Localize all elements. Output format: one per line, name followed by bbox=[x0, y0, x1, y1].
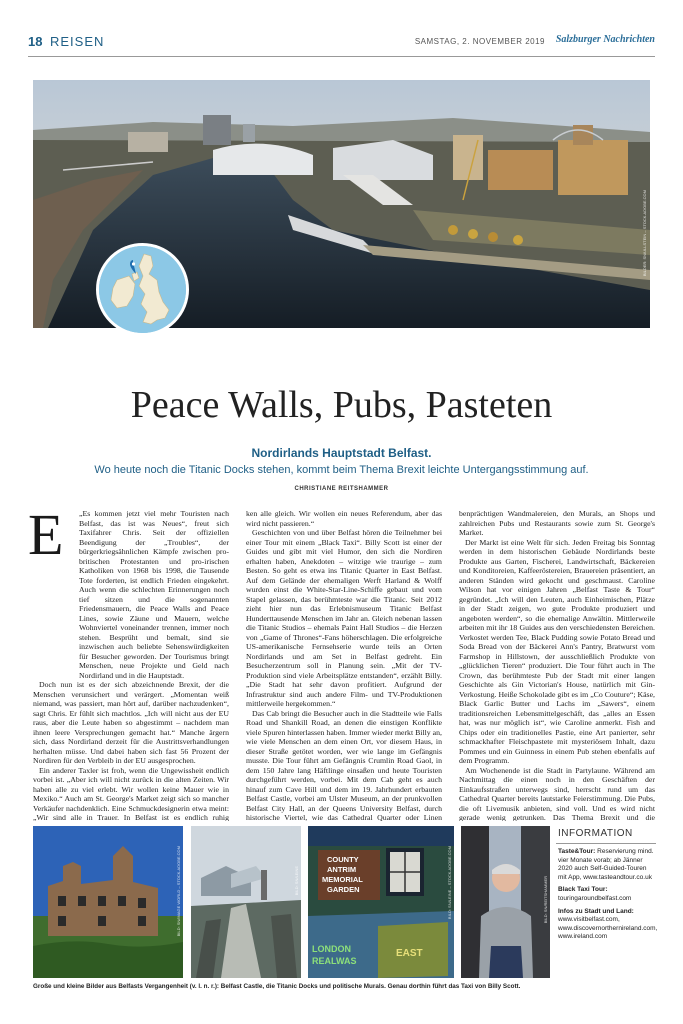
photo-credit: BILD: SN/LEINE – STOCK.ADOBE.COM bbox=[447, 846, 452, 920]
article-column-1 bbox=[33, 509, 229, 821]
mural-text: EAST bbox=[396, 948, 423, 959]
info-heading: Taste&Tour: bbox=[558, 848, 596, 855]
info-block-taste-tour bbox=[556, 844, 656, 882]
paragraph: Doch nun ist es der sich abzeichnende Brexit, der die Menschen verunsichert und verärgert. „Momentan weiß niemand, was passiert, man hört auf, darüber nachzudenken“, sagt Chris. Er fühlt sich machtlos. „Ich will nicht aus der EU raus, aber die Leute haben so abgestimmt – nachdem man ihnen leere Versprechungen gemacht hat.“ Manche ärgern sich, dass Nordirland derzeit für die Austrittsverhandlungen herhalten müsse. Und dabei haben sich fast 56 Prozent der Nordiren für den Verbleib in der EU ausgesprochen. bbox=[33, 680, 229, 765]
paragraph: Der Markt ist eine Welt für sich. Jeden Freitag bis Sonntag werden in dem historischen Gebäude Nordirlands beste Produkte aus Garten, Fischerei, Landwirtschaft, Bäckereien und Konditoreien, Kaffeeröstereien, Brauereien präsentiert, an anderen Ständen wird gekocht und geschmaust. Caroline Wilson hat vor einigen Jahren „Belfast Taste & Tour“ gegründet. „Ich will den Leuten, auch Einheimischen, Plätze in der Stadt zeigen, wo gute Produkte produziert und angeboten werden“, so die ehemalige Anwältin. Mittlerweile arbeiten mit ihr 18 Guides aus den verschiedensten Bereichen. Verkostet werden Tee, Black Pudding sowie Potato Bread und Soda Bread von der Bäckerei Ann's Pantry, Bratwurst vom Farmshop in Hillstown, der ausschließlich Produkte von „glücklichen Tieren“ produziert. Die Tour führt auch in The Crown, das berühmteste Pub der Stadt mit einer langen Geschichte als Gin Victorian's House, natürlich mit Gin-Verkostung. Heiße Schokolade gibt es im „Co Couture“; Käse, Black Garlic Butter und Lachs im „Sawers“, einem traditionsreichen Lebensmittelgeschäft, das „alles an Essen hat, was nur möglich ist“, wie Caroline anmerkt. Fish and Chips oder ein traditionelles Pastie, eine Art panierter, sehr schmackhafter Fleischpastete mit mysteriösem Inhalt, dazu Pommes und ein Guinness in einem Pub stehen ebenfalls auf dem Programm. bbox=[459, 537, 655, 765]
map-inset-british-isles bbox=[96, 243, 189, 336]
info-block-city-info bbox=[556, 904, 656, 942]
article-column-3 bbox=[459, 509, 655, 821]
info-text: Reservierung mind. vier Monate vorab; ab Jänner 2020 auch Self-Guided-Touren mit App, www.tasteandtour.co.uk bbox=[558, 848, 654, 881]
article-column-2 bbox=[246, 509, 442, 821]
info-block-black-taxi bbox=[556, 882, 656, 903]
mural-text: COUNTY bbox=[327, 855, 359, 864]
info-text: touringaroundbelfast.com bbox=[558, 894, 632, 902]
article-deck: Wo heute noch die Titanic Docks stehen, kommt beim Thema Brexit leichte Untergangsstimmung auf. bbox=[94, 464, 589, 476]
page-header bbox=[28, 34, 655, 54]
article-subtitle: Nordirlands Hauptstadt Belfast. bbox=[251, 446, 432, 460]
photo-political-mural bbox=[308, 826, 454, 978]
photo-caption: Große und kleine Bilder aus Belfasts Vergangenheit (v. l. n. r.): Belfast Castle, die Titanic Docks und politische Murals. Genau dorthin führt das Taxi von Billy Scott. bbox=[33, 983, 521, 990]
photo-titanic-docks bbox=[191, 826, 301, 978]
photo-credit: BILD: SN/IMAGE WORLD – STOCK.ADOBE.COM bbox=[176, 846, 181, 937]
info-box bbox=[556, 826, 656, 942]
info-title: INFORMATION bbox=[556, 826, 656, 844]
page-number: 18 bbox=[28, 34, 43, 49]
mural-text: LONDON bbox=[312, 944, 351, 954]
photo-billy-scott bbox=[461, 826, 550, 978]
mural-text: REALWAS bbox=[312, 956, 357, 966]
newspaper-logo: Salzburger Nachrichten bbox=[555, 34, 655, 45]
paragraph: Geschichten von und über Belfast hören die Teilnehmer bei einer Tour mit einem „Black Taxi“. Billy Scott ist einer der Guides und gibt mit viel Humor, den sich die Nordiren erhalten haben, Anekdoten – witzige wie traurige – zum Besten. So geht es etwa ins Titanic Quarter in East Belfast. Auf dem Gelände der ehemaligen Werft Harland & Wolff wurden einst die White-Star-Line-Schiffe gebaut und vom Stapel gelassen, das berühmteste war die Titanic. Seit 2012 zieht hier nun das Erlebnismuseum Titanic Belfast Hunderttausende Menschen im Jahr an. Gleich nebenan lassen die Titanic Studios – ehemals Paint Hall Studios – die Herzen von „Game of Thrones“-Fans höherschlagen. Die erfolgreiche US-amerikanische Fernsehserie wurde teils an Orten Nordirlands und am Set in Belfast gedreht. Ein Besucherzentrum soll in Planung sein. „Mit der TV-Produktion sind viele Arbeitsplätze entstanden“, erzählt Billy. „Die Stadt hat sehr davon profitiert. Aufgrund der Infrastruktur sind auch andere Film- und TV-Produktionen mittlerweile hergekommen.“ bbox=[246, 528, 442, 708]
mural-text: MEMORIAL bbox=[322, 875, 363, 884]
section-label: REISEN bbox=[50, 34, 105, 49]
issue-date: SAMSTAG, 2. NOVEMBER 2019 bbox=[414, 37, 545, 46]
info-heading: Black Taxi Tour: bbox=[558, 886, 608, 894]
mural-text: ANTRIM bbox=[327, 865, 357, 874]
article-author: CHRISTIANE REITSHAMMER bbox=[294, 486, 389, 492]
photo-credit: BILD: SN/LEINE bbox=[294, 866, 299, 896]
header-rule bbox=[28, 56, 655, 57]
paragraph: „Es kommen jetzt viel mehr Touristen nach Belfast, das ist was Neues“, freut sich Taxifahrer Chris. Seit der offiziellen Beendigung der „Troubles“, der bürgerkriegsähnlichen Kämpfe zwischen pro-britischen Protestanten und pro-irischen Katholiken von 1968 bis 1998, die Tausende Tote forderten, ist endlich Frieden eingekehrt. Auch wenn die schlechten Erinnerungen noch tief sitzen und die sogenannten Friedensmauern, die Peace Walls and Peace Lines, sowie Zäune und Mauern, welche Wohnviertel voneinander trennen, immer noch stehen. Besprüht und bemalt, sind sie inzwischen auch beliebte Sehenswürdigkeiten für Besucher geworden. Der Tourismus bringt Menschen, neue Projekte und Geld nach Nordirland und in die Hauptstadt. bbox=[79, 509, 229, 680]
info-heading: Infos zu Stadt und Land: bbox=[558, 907, 634, 915]
photo-belfast-castle bbox=[33, 826, 183, 978]
mural-text: GARDEN bbox=[327, 885, 360, 894]
paragraph: Ein anderer Taxler ist froh, wenn die Ungewissheit endlich vorbei ist. „Aber ich will nicht zurück in die alten Zeiten. Wir haben alle zu viel erlebt. Wir wollen keine Mauer wie in Mexiko.“ Auch am St. George's Market zeigt sich so mancher Verkäufer nachdenklich. Eine Schmuckdesignerin etwa meint: „Wir sind alle in Trauer. In Belfast ist es endlich ruhig bbox=[33, 765, 229, 821]
info-text: www.visitbelfast.com, www.discovernorthernireland.com, www.ireland.com bbox=[558, 916, 658, 941]
hero-photo-credit: BILDER: SN/ULLSTEIN – STOCK.ADOBE.COM bbox=[642, 190, 647, 277]
paragraph: Das Cab bringt die Besucher auch in die Stadtteile wie Falls Road und Shankill Road, an denen die einstigen Konflikte viele Spuren hinterlassen haben. Immer wieder merkt Billy an, wie viele Menschen an dem einen Ort, vor diesem Haus, in dieser Straße getötet worden, wer wie lange im Gefängnis musste. Die Tour führt am Gefängnis Crumlin Road Gaol, in dem 150 Jahre lang Häftlinge einsaßen und heute Touristen durchgeführt werden, vorbei. Mit dem Cab geht es auch hinauf zum Cave Hill und dem im 19. Jahrhundert erbauten Belfast Castle, vorbei am Ulster Museum, an der prunkvollen Belfast City Hall, an der Queens University Belfast, durch historische Viertel, wie das Cathedral Quarter oder Linen bbox=[246, 708, 442, 821]
drop-cap: E bbox=[28, 502, 64, 567]
paragraph: ken alle gleich. Wir wollen ein neues Referendum, aber das wird nicht passieren.“ bbox=[246, 509, 442, 528]
photo-credit: BILD: SN/REITSHAMMER bbox=[543, 876, 548, 924]
paragraph: Am Wochenende ist die Stadt in Partylaune. Während am Nachmittag die einen noch in den Geschäften der Einkaufsstraßen unterwegs sind, herrscht rund um das Cathedral Quarter bereits lautstarke Feierstimmung. Die Pubs, die oft Livemusik anbieten, sind voll. Und es wird nicht gerade wenig getrunken. Das Thema Brexit und die bbox=[459, 765, 655, 821]
article-headline: Peace Walls, Pubs, Pasteten bbox=[130, 384, 553, 426]
paragraph: benprächtigen Wandmalereien, den Murals, an Shops und zahlreichen Pubs und Restaurants sowie zum St. George's Market. bbox=[459, 509, 655, 537]
